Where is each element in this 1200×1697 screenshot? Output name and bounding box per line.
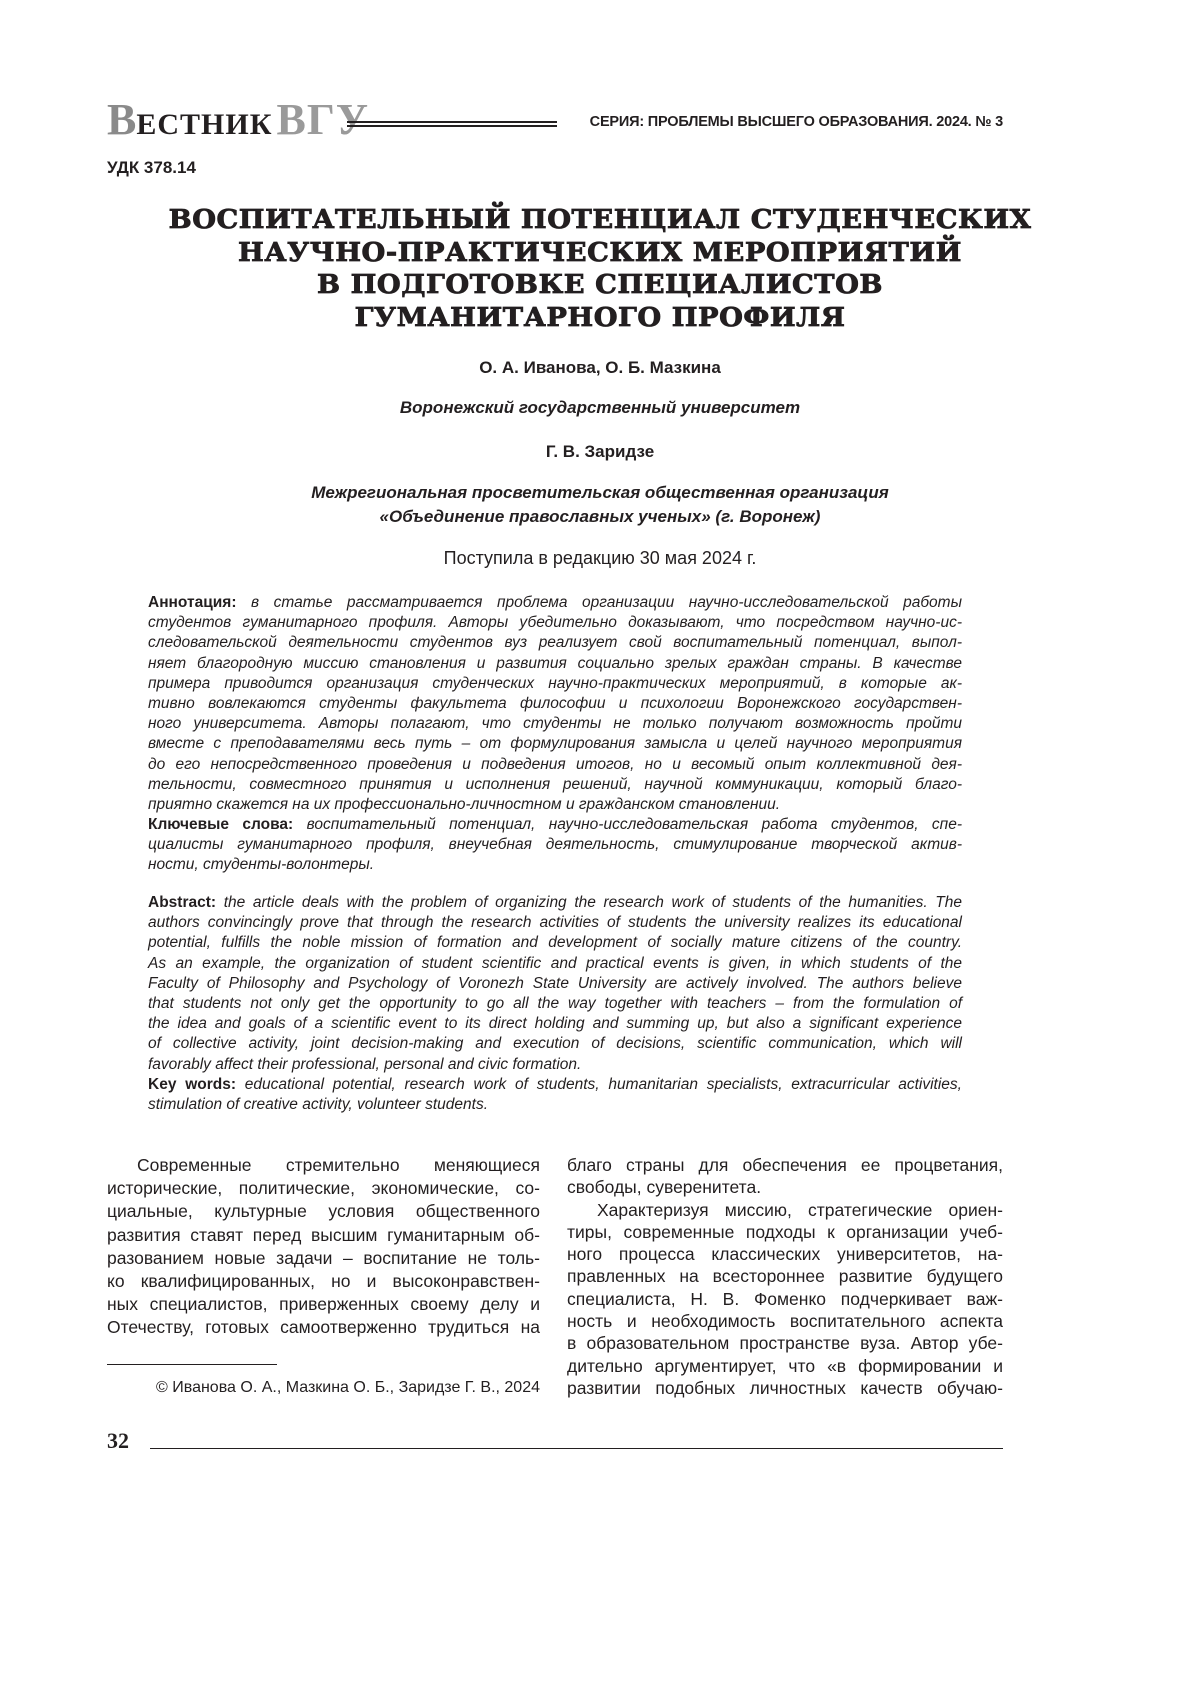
text-line: ко квалифицированных, но и высоконравствен- [107, 1270, 540, 1293]
footer-rule [150, 1448, 1003, 1449]
text-line: Отечеству, готовых самоотверженно трудиться на [107, 1316, 540, 1339]
text-line [148, 593, 962, 613]
text-line: развития ставят перед высшим гуманитарным об- [107, 1224, 540, 1247]
text-line: циальные, культурные условия общественного [107, 1200, 540, 1223]
title-line: НАУЧНО-ПРАКТИЧЕСКИХ МЕРОПРИЯТИЙ [75, 237, 1125, 270]
authors: О. А. Иванова, О. Б. Мазкина [100, 358, 1100, 378]
text-line: ного процесса классических университетов, на- [567, 1243, 1003, 1265]
abstract [148, 893, 962, 1115]
article-title [75, 204, 1125, 334]
text-line: приятно скажется на их профессионально-личностном и гражданском становлении. [148, 795, 962, 815]
text-line: следовательской деятельности студентов вуз реализует свой воспитательный потенциал, выпол- [148, 633, 962, 653]
line-text: educational potential, research work of students, humanitarian specialists, extracurricular activities, [236, 1076, 962, 1093]
line-text: воспитательный потенциал, научно-исследовательская работа студентов, спе- [293, 816, 962, 833]
series-header: СЕРИЯ: ПРОБЛЕМЫ ВЫСШЕГО ОБРАЗОВАНИЯ. 2024. № 3 [590, 114, 1003, 130]
author: Г. В. Заридзе [100, 442, 1100, 462]
text-line: правленных на всестороннее развитие будущего [567, 1265, 1003, 1287]
text-line: исторические, политические, экономические, со- [107, 1177, 540, 1200]
annotation [148, 593, 962, 876]
text-line [148, 893, 962, 913]
text-line: специалиста, Н. В. Фоменко подчеркивает важ- [567, 1288, 1003, 1310]
page-number: 32 [107, 1428, 129, 1454]
text-line: authors convincingly prove that through the research activities of students the university realizes its educational [148, 913, 962, 933]
text-line: Характеризуя миссию, стратегические ориен- [567, 1199, 1003, 1221]
body-column-right [567, 1154, 1003, 1399]
text-line: ного университета. Авторы полагают, что студенты не только получают возможность пройти [148, 714, 962, 734]
section-label: Аннотация: [148, 594, 236, 611]
text-line: циалисты гуманитарного профиля, внеучебная деятельность, стимулирование творческой актив- [148, 835, 962, 855]
text-line: that students not only get the opportunity to go all the way together with teachers – from the formulation of [148, 994, 962, 1014]
body-column-left [107, 1154, 540, 1340]
text-line: of collective activity, joint decision-making and execution of decisions, scientific communication, which will [148, 1034, 962, 1054]
text-line: в образовательном пространстве вуза. Автор убе- [567, 1332, 1003, 1354]
title-line: ГУМАНИТАРНОГО ПРОФИЛЯ [75, 302, 1125, 335]
text-line [148, 1075, 962, 1095]
affiliation: Воронежский государственный университет [100, 398, 1100, 418]
text-line: ности, студенты-волонтеры. [148, 855, 962, 875]
title-line: ВОСПИТАТЕЛЬНЫЙ ПОТЕНЦИАЛ СТУДЕНЧЕСКИХ [75, 204, 1125, 237]
text-line: ность и необходимость воспитательного аспекта [567, 1310, 1003, 1332]
text-line: студентов гуманитарного профиля. Авторы убедительно доказывают, что посредством научно-ис- [148, 613, 962, 633]
text-line: свободы, суверенитета. [567, 1176, 1003, 1198]
udk-code: УДК 378.14 [107, 158, 196, 178]
section-label: Ключевые слова: [148, 816, 293, 833]
text-line: stimulation of creative activity, volunteer students. [148, 1095, 962, 1115]
text-line: примера приводится организация студенческих научно-практических мероприятий, в которые ак- [148, 674, 962, 694]
affiliation-line: Межрегиональная просветительская общественная организация [100, 481, 1100, 505]
text-line: разованием новые задачи – воспитание не толь- [107, 1247, 540, 1270]
text-line: вместе с преподавателями весь путь – от формулирования замысла и целей научного мероприятия [148, 734, 962, 754]
section-label: Abstract: [148, 894, 216, 911]
copyright-footnote: © Иванова О. А., Мазкина О. Б., Заридзе Г. В., 2024 [107, 1379, 540, 1397]
text-line: развитии подобных личностных качеств обучаю- [567, 1377, 1003, 1399]
header-rule [347, 121, 557, 127]
text-line: тивно вовлекаются студенты факультета философии и психологии Воронежского государствен- [148, 694, 962, 714]
text-line: тельности, совместного принятия и исполнения решений, научной коммуникации, который благо- [148, 775, 962, 795]
line-text: в статье рассматривается проблема организации научно-исследовательской работы [236, 594, 962, 611]
affiliation-line: «Объединение православных ученых» (г. Воронеж) [100, 505, 1100, 529]
text-line: благо страны для обеспечения ее процветания, [567, 1154, 1003, 1176]
text-line: Faculty of Philosophy and Psychology of Voronezh State University are actively involved. The authors believe [148, 974, 962, 994]
text-line: дительно аргументирует, что «в формировании и [567, 1355, 1003, 1377]
text-line: the idea and goals of a scientific event to its direct holding and summing up, but also a significant experience [148, 1014, 962, 1034]
journal-logo: ВЕСТНИК ВГУ [107, 94, 369, 145]
text-line: тиры, современные подходы к организации учеб- [567, 1221, 1003, 1243]
text-line: As an example, the organization of student scientific and practical events is given, in which students of the [148, 954, 962, 974]
text-line: няет благородную миссию становления и развития социально зрелых граждан страны. В качестве [148, 654, 962, 674]
text-line: favorably affect their professional, personal and civic formation. [148, 1055, 962, 1075]
text-line: Современные стремительно меняющиеся [107, 1154, 540, 1177]
received-date: Поступила в редакцию 30 мая 2024 г. [100, 548, 1100, 569]
section-label: Key words: [148, 1076, 236, 1093]
line-text: the article deals with the problem of organizing the research work of students of the humanities. The [216, 894, 962, 911]
affiliation-2 [100, 481, 1100, 529]
text-line [148, 815, 962, 835]
text-line: до его непосредственного проведения и подведения итогов, но и весомый опыт коллективной дея- [148, 755, 962, 775]
title-line: В ПОДГОТОВКЕ СПЕЦИАЛИСТОВ [75, 269, 1125, 302]
footnote-rule [107, 1364, 277, 1365]
text-line: potential, fulfills the noble mission of formation and development of socially mature citizens of the country. [148, 933, 962, 953]
text-line: ных специалистов, приверженных своему делу и [107, 1293, 540, 1316]
